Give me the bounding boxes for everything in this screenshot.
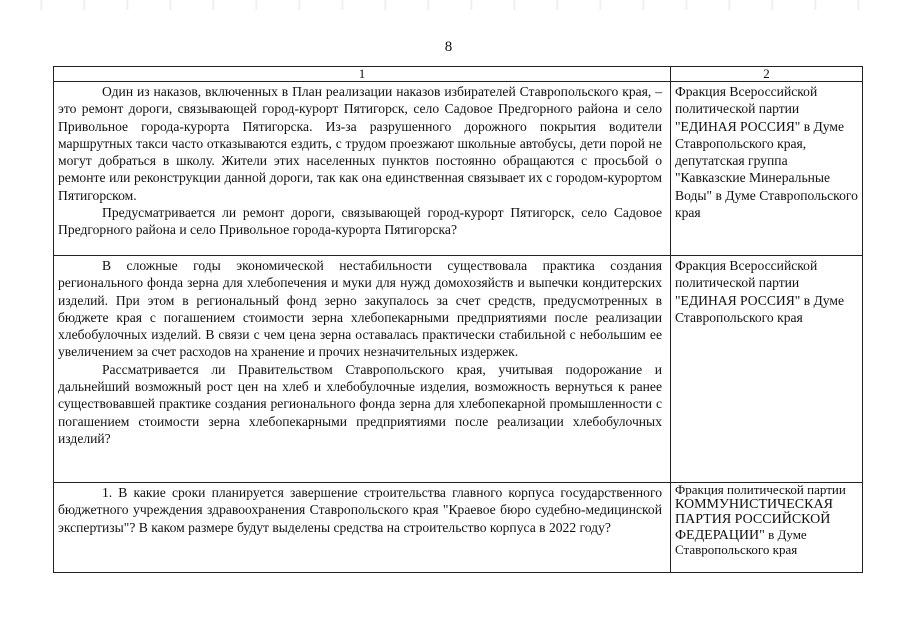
page-number: 8 <box>444 39 453 55</box>
author-text: в Думе Ставропольского края <box>675 526 807 557</box>
author-cell <box>671 483 863 573</box>
question-paragraph: Рассматривается ли Правительством Ставропольского края, учитывая подорожание и дальнейший возможный рост цен на хлеб и хлебобулочные изделия, возможность вернуться к ранее существовавшей практике создания регионального фонда зерна для хлебопекарной промышленности с погашением стоимости зерна хлебопекарными предприятиями после реализации хлебобулочных изделий? <box>58 361 662 446</box>
question-paragraph: В сложные годы экономической нестабильности существовала практика создания регионального фонда зерна для хлебопечения и муки для нужд домохозяйств и выпечки кондитерских изделий. При этом в региональный фонд зерно закупалось за счет средств, предусмотренных в бюджете края с погашением стоимости зерна хлебопекарными предприятиями после реализации хлебобулочных изделий. В связи с чем цена зерна оставалась практически стабильной с небольшим ее увеличением за счет расходов на хранение и прочих незначительных издержек. <box>58 258 662 360</box>
question-paragraph: 1. В какие сроки планируется завершение строительства главного корпуса государственного бюджетного учреждения здравоохранения Ставропольского края "Краевое бюро судебно-медицинской экспертизы"? В каком размере будут выделены средства на строительство корпуса в 2022 году? <box>58 485 662 535</box>
table-row <box>54 82 863 256</box>
table-header-row <box>54 67 863 82</box>
table-row <box>54 256 863 483</box>
column-number-2: 2 <box>671 67 863 82</box>
scan-edge-noise <box>0 0 897 10</box>
table-row <box>54 483 863 573</box>
question-paragraph: Предусматривается ли ремонт дороги, связывающей город-курорт Пятигорск, село Садовое Предгорного района и село Привольное города-курорта Пятигорска? <box>58 205 662 238</box>
author-text: Фракция политической партии <box>675 482 846 497</box>
author-cell: Фракция Всероссийской политической партии "ЕДИНАЯ РОССИЯ" в Думе Ставропольского края, депутатская группа "Кавказские Минеральные Воды" в Думе Ставропольского края <box>671 82 863 256</box>
author-cell: Фракция Всероссийской политической партии "ЕДИНАЯ РОССИЯ" в Думе Ставропольского края <box>671 256 863 483</box>
party-name: КОММУНИСТИЧЕСКАЯ ПАРТИЯ РОССИЙСКОЙ ФЕДЕРАЦИИ" <box>675 497 833 543</box>
appeals-table <box>53 66 863 573</box>
question-paragraph: Один из наказов, включенных в План реализации наказов избирателей Ставропольского края, – это ремонт дороги, связывающей город-курорт Пятигорск, село Садовое Предгорного района и село Привольное города-курорта Пятигорска. Из-за разрушенного дорожного покрытия водители маршрутных такси часто отказываются ездить, с трудом проезжают школьные автобусы, дети порой не могут добраться в школу. Жители этих населенных пунктов постоянно обращаются с просьбой о ремонте или реконструкции данной дороги, так как она единственная связывает их с городом-курортом Пятигорском. <box>58 84 662 203</box>
question-cell <box>54 256 671 483</box>
question-cell <box>54 82 671 256</box>
column-number-1: 1 <box>54 67 671 82</box>
question-cell <box>54 483 671 573</box>
